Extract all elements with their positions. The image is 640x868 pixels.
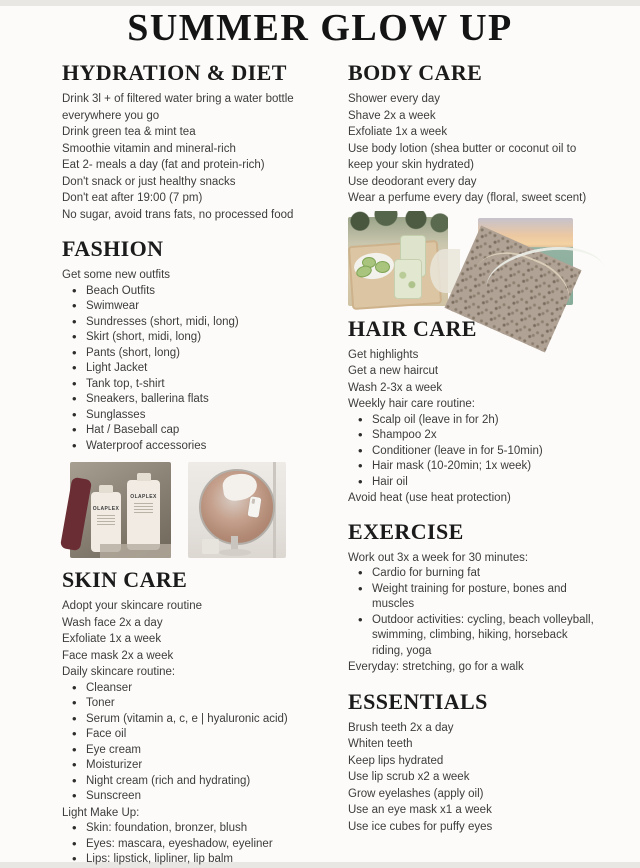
section-essentials [348, 689, 598, 836]
skincare-lines [62, 598, 334, 681]
bullet-item: • Scalp oil (leave in for 2h) [348, 413, 598, 429]
haircare-lines [348, 347, 598, 413]
checklist-line: Weekly hair care routine: [348, 398, 475, 410]
checklist-line: Eat 2- meals a day (fat and protein-rich) [62, 159, 265, 171]
round-mirror-shape [199, 469, 275, 545]
checklist-line: Smoothie vitamin and mineral-rich [62, 142, 236, 155]
page-title: SUMMER GLOW UP [127, 7, 513, 49]
skincare-bullet-list [62, 681, 334, 805]
bullet-item: • Cleanser [62, 681, 334, 697]
bullet-item: • Skirt (short, midi, long) [62, 330, 334, 346]
hydration-lines [62, 91, 334, 223]
bullet-item: • Skin: foundation, bronzer, blush [62, 821, 334, 837]
lime-drinks-photo [348, 217, 448, 306]
left-column [62, 60, 334, 868]
bullet-item: • Swimwear [62, 299, 334, 315]
bullet-item: • Sundresses (short, midi, long) [62, 315, 334, 331]
section-heading-essentials: ESSENTIALS [348, 688, 488, 714]
label-text-lines [134, 503, 154, 513]
phone-shape [248, 496, 262, 517]
bullet-item: • Sunglasses [62, 408, 334, 424]
light-makeup-label: Light Make Up: [62, 806, 140, 819]
checklist-line: Use lip scrub x2 a week [348, 771, 470, 783]
bullet-item: • Hair oil [348, 475, 598, 491]
checklist-line: Face mask 2x a week [62, 649, 174, 662]
section-exercise [348, 519, 598, 676]
makeup-bullet-list [62, 821, 334, 868]
bullet-item: • Lips: lipstick, lipliner, lip balm [62, 852, 334, 868]
right-photo-row [348, 217, 598, 306]
checklist-line: Use ice cubes for puffy eyes [348, 820, 493, 833]
olaplex-bottle [91, 492, 121, 552]
bullet-item: • Hair mask (10-20min; 1x week) [348, 459, 598, 475]
bullet-item: • Conditioner (leave in for 5-10min) [348, 444, 598, 460]
label-text-lines [97, 515, 115, 525]
exercise-outro: Everyday: stretching, go for a walk [348, 661, 524, 673]
checklist-line: Adopt your skincare routine [62, 600, 202, 612]
checklist-line: Use an eye mask x1 a week [348, 804, 492, 816]
bullet-item: • Sneakers, ballerina flats [62, 392, 334, 408]
essentials-lines [348, 720, 598, 836]
checklist-line: Keep lips hydrated [348, 754, 444, 767]
lime-slice-shape [375, 261, 390, 273]
checklist-line: Wash 2-3x a week [348, 381, 443, 394]
checklist-line: Drink green tea & mint tea [62, 126, 196, 138]
checklist-line: Whiten teeth [348, 738, 413, 750]
checklist-line: Don't eat after 19:00 (7 pm) [62, 192, 203, 204]
bullet-item: • Pants (short, long) [62, 346, 334, 362]
bullet-item: • Tank top, t-shirt [62, 377, 334, 393]
bullet-item: • Beach Outfits [62, 284, 334, 300]
checklist-line: Shave 2x a week [348, 109, 436, 122]
bullet-item: • Night cream (rich and hydrating) [62, 774, 334, 790]
checklist-line: Use body lotion (shea butter or coconut oil to keep your skin hydrated) [348, 142, 577, 171]
poster-page [0, 6, 640, 865]
bodycare-lines [348, 91, 598, 207]
olaplex-label: OLAPLEX [92, 506, 120, 512]
haircare-bullet-list [348, 413, 598, 491]
bullet-item: • Outdoor activities: cycling, beach volleyball, swimming, climbing, hiking, horseback riding, yoga [348, 613, 598, 660]
checklist-line: Daily skincare routine: [62, 666, 176, 678]
olaplex-bottle [127, 480, 160, 550]
section-heading-hydration: HYDRATION & DIET [62, 60, 287, 85]
checklist-line: Brush teeth 2x a day [348, 721, 454, 734]
bullet-item: • Cardio for burning fat [348, 566, 598, 582]
fashion-bullet-list [62, 284, 334, 455]
bullet-item: • Eyes: mascara, eyeshadow, eyeliner [62, 837, 334, 853]
bullet-item: • Face oil [62, 727, 334, 743]
bullet-item: • Weight training for posture, bones and muscles [348, 582, 598, 613]
olaplex-products-photo [70, 462, 171, 558]
checklist-line: Get a new haircut [348, 365, 439, 377]
olaplex-label: OLAPLEX [130, 494, 157, 500]
drink-jar-shape [394, 259, 422, 299]
section-heading-exercise: EXERCISE [348, 518, 464, 544]
right-column [348, 60, 598, 868]
mirror-selfie-photo [188, 462, 286, 558]
checklist-line: Wash face 2x a day [62, 616, 163, 629]
checklist-line: Exfoliate 1x a week [62, 633, 162, 645]
checklist-line: Don't snack or just healthy snacks [62, 175, 236, 188]
checklist-line: Wear a perfume every day (floral, sweet scent) [348, 192, 587, 204]
jar-shape [202, 539, 219, 554]
bullet-item: • Sunscreen [62, 789, 334, 805]
checklist-line: Use deodorant every day [348, 175, 477, 188]
section-heading-haircare: HAIR CARE [348, 315, 477, 341]
checklist-line: Get highlights [348, 348, 419, 361]
section-heading-bodycare: BODY CARE [348, 60, 483, 85]
haircare-outro: Avoid heat (use heat protection) [348, 492, 511, 504]
mirror-base-shape [219, 549, 251, 556]
section-hydration-diet [62, 60, 334, 223]
fashion-intro: Get some new outfits [62, 269, 171, 281]
columns-container [0, 50, 640, 868]
counter-shape [100, 544, 171, 558]
checklist-line: No sugar, avoid trans fats, no processed food [62, 208, 294, 221]
section-heading-skincare: SKIN CARE [62, 567, 188, 592]
bullet-item: • Hat / Baseball cap [62, 423, 334, 439]
checklist-line: Shower every day [348, 93, 441, 105]
left-photo-row [62, 462, 334, 558]
section-body-care [348, 60, 598, 207]
checklist-line: Exfoliate 1x a week [348, 126, 448, 138]
section-skin-care [62, 567, 334, 868]
maroon-towel-shape [60, 477, 92, 551]
exercise-intro: Work out 3x a week for 30 minutes: [348, 551, 529, 564]
bullet-item: • Moisturizer [62, 758, 334, 774]
exercise-bullet-list [348, 566, 598, 659]
section-fashion [62, 236, 334, 454]
bullet-item: • Light Jacket [62, 361, 334, 377]
section-hair-care [348, 316, 598, 507]
checklist-line: Grow eyelashes (apply oil) [348, 787, 484, 800]
bullet-item: • Serum (vitamin a, c, e | hyaluronic acid) [62, 712, 334, 728]
beach-sunset-photo [478, 218, 573, 305]
bullet-item: • Eye cream [62, 743, 334, 759]
bullet-item: • Waterproof accessories [62, 439, 334, 455]
bullet-item: • Toner [62, 696, 334, 712]
checklist-line: Drink 3l + of filtered water bring a water bottle everywhere you go [62, 93, 294, 122]
section-heading-fashion: FASHION [62, 236, 164, 261]
bullet-item: • Shampoo 2x [348, 428, 598, 444]
